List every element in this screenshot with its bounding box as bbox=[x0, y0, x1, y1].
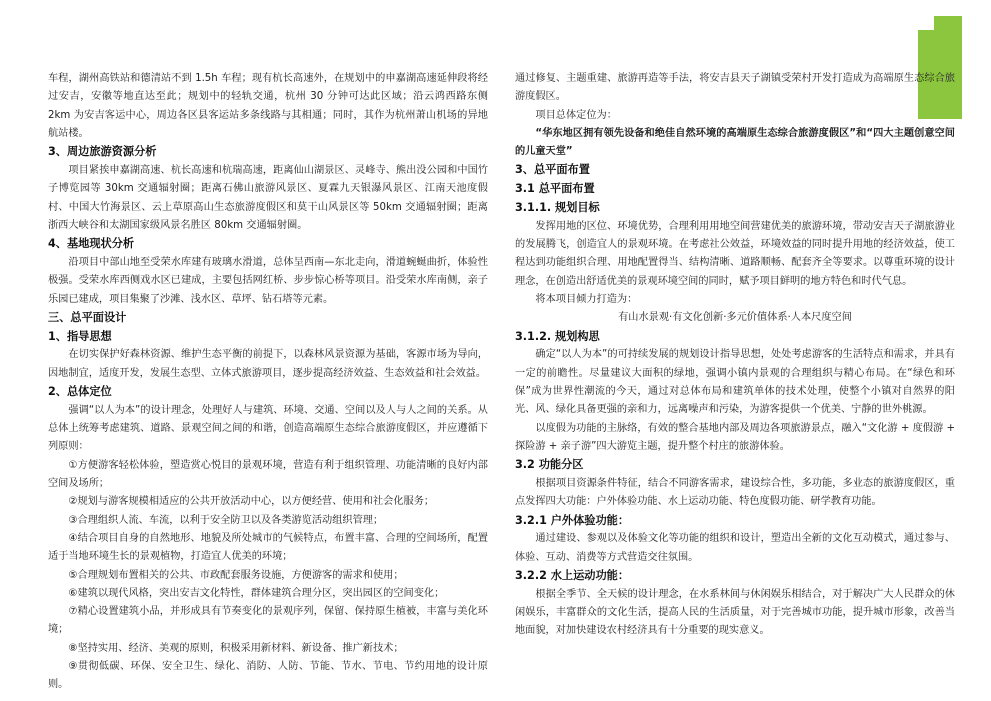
principle-item: ⑤合理规划布置相关的公共、市政配套服务设施，方便游客的需求和使用； bbox=[68, 569, 404, 581]
subsection-heading: 3.2.2 水上运动功能： bbox=[515, 569, 630, 583]
paragraph: 确定“以人为本”的可持续发展的规划设计指导思想，处处考虑游客的生活特点和需求，并具有一定的前瞻性。尽量建议大面积的绿地，强调小镇内景观的合理组织与精心布局。在“绿色和环保”成为世界性潮流的今天，通过对总体布局和建筑单体的技术处理，使整个小镇对自然界的阳光、风、绿化具备更强的亲和力，远离噪声和污染，为游客提供一个优美、宁静的世外桃源。 bbox=[515, 349, 955, 416]
chapter-heading: 三、总平面设计 bbox=[48, 310, 127, 324]
paragraph: 以度假为功能的主脉络，有效的整合基地内部及周边各项旅游景点，融入“文化游 + 度假游 + 探险游 + 亲子游”四大游览主题，提升整个村庄的旅游体验。 bbox=[515, 422, 955, 452]
section-heading: 3、总平面布置 bbox=[515, 163, 590, 177]
paragraph: 强调“以人为本”的设计理念，处理好人与建筑、环境、交通、空间以及人与人之间的关系。从总体上统筹考虑建筑、道路、景观空间之间的和谐，创造高端原生态综合旅游度假区，并应遵循下列原则： bbox=[48, 404, 488, 453]
section-heading: 4、基地现状分析 bbox=[48, 237, 135, 251]
section-heading: 3、周边旅游资源分析 bbox=[48, 145, 157, 159]
section-heading: 2、总体定位 bbox=[48, 385, 112, 399]
section-heading: 3.2 功能分区 bbox=[515, 458, 584, 472]
paragraph: 根据项目资源条件特征，结合不同游客需求，建设综合性，多功能，多业态的旅游度假区，重点发挥四大功能：户外体验功能、水上运动功能、特色度假功能、研学教育功能。 bbox=[515, 478, 955, 508]
principle-item: ②规划与游客规模相适应的公共开放活动中心，以方便经营、使用和社会化服务； bbox=[68, 496, 435, 508]
principle-item: ⑥建筑以现代风格，突出安吉文化特性，群体建筑合理分区，突出园区的空间变化； bbox=[68, 587, 445, 599]
principle-item: ⑦精心设置建筑小品，并形成具有节奏变化的景观序列，保留、保持原生植被，丰富与美化环境； bbox=[48, 606, 488, 636]
paragraph: 将本项目倾力打造为： bbox=[535, 294, 638, 306]
corner-accent-notch bbox=[918, 16, 934, 30]
section-heading: 3.1 总平面布置 bbox=[515, 182, 595, 196]
subsection-heading: 3.1.1. 规划目标 bbox=[515, 201, 600, 215]
subsection-heading: 3.1.2. 规划构思 bbox=[515, 329, 600, 343]
paragraph: 通过建设、参观以及体验文化等功能的组织和设计，塑造出全新的文化互动模式，通过参与、体验、互动、消费等方式营造交往氛围。 bbox=[515, 533, 955, 563]
subsection-heading: 3.2.1 户外体验功能： bbox=[515, 513, 630, 527]
paragraph: 根据全季节、全天候的设计理念，在水系林间与休闲娱乐相结合，对于解决广大人民群众的休闲娱乐，丰富群众的文化生活，提高人民的生活质量，对于完善城市功能，提升城市形象，改善当地面貌，对加快建设农村经济具有十分重要的现实意义。 bbox=[515, 588, 955, 637]
paragraph: 车程，湖州高铁站和德清站不到 1.5h 车程；现有杭长高速外，在规划中的申嘉湖高速延伸段将经过安吉，安徽等地直达至此；规划中的轻轨交通，杭州 30 分钟可达此区域；沿云鸿西路东侧 2km 为安吉客运中心，周边各区县客运站多条线路与其相通；同时，其作为杭州萧山机场的异地航站楼。 bbox=[48, 73, 488, 139]
paragraph: 沿项目中部山地至受荣水库建有玻璃水滑道，总体呈西南—东北走向，滑道蜿蜒曲折，体验性极强。受荣水库西侧戏水区已建成，主要包括网红桥、步步惊心桥等项目。沿受荣水库南侧，亲子乐园已建成，项目集聚了沙滩、浅水区、草坪、钻石塔等元素。 bbox=[48, 256, 488, 305]
paragraph: 项目总体定位为： bbox=[535, 109, 617, 121]
right-column bbox=[515, 70, 955, 641]
paragraph: 发挥用地的区位、环境优势，合理利用用地空间营建优美的旅游环境，带动安吉天子湖旅游业的发展腾飞，创造宜人的景观环境。在考虑社公效益，环境效益的同时提升用地的经济效益，使工程达到功能组织合理、用地配置得当、结构清晰、道路顺畅、配套齐全等要求。以尊重环境的设计理念，在创造出舒适优美的景观环境空间的同时，赋予项目鲜明的地方特色和时代气息。 bbox=[515, 220, 955, 287]
principle-item: ③合理组织人流、车流，以利于安全防卫以及各类游览活动组织管理； bbox=[68, 514, 384, 526]
principle-item: ⑨贯彻低碳、环保、安全卫生、绿化、消防、人防、节能、节水、节电、节约用地的设计原则。 bbox=[48, 661, 488, 691]
slogan: 有山水景观·有文化创新·多元价值体系·人本尺度空间 bbox=[618, 312, 852, 324]
principle-item: ⑧坚持实用、经济、美观的原则，积极采用新材料、新设备、推广新技术； bbox=[68, 642, 404, 654]
section-heading: 1、指导思想 bbox=[48, 329, 112, 343]
left-column bbox=[48, 70, 488, 695]
paragraph: 项目紧挨申嘉湖高速、杭长高速和杭瑞高速，距离仙山湖景区、灵峰寺、熊出没公园和中国竹子博览园等 30km 交通辐射圈；距离石佛山旅游风景区、夏霖九天银瀑风景区、江南天池度假村、中国大竹海景区、云上草原高山生态旅游度假区和莫干山风景区等 50km 交通辐射圈；距离浙西大峡谷和太湖国家级风景名胜区 80km 交通辐射圈。 bbox=[48, 164, 488, 231]
positioning-quote: “华东地区拥有领先设备和绝佳自然环境的高端原生态综合旅游度假区”和“四大主题创意空间的儿童天堂” bbox=[515, 127, 955, 158]
paragraph: 在切实保护好森林资源、维护生态平衡的前提下，以森林风景资源为基础，客源市场为导向，因地制宜，适度开发，发展生态型、立体式旅游项目，逐步提高经济效益、生态效益和社会效益。 bbox=[48, 349, 488, 379]
principle-item: ④结合项目自身的自然地形、地貌及所处城市的气候特点，布置丰富、合理的空间场所，配置适于当地环境生长的景观植物，打造宜人优美的环境； bbox=[48, 532, 488, 563]
paragraph: 通过修复、主题重建、旅游再造等手法，将安吉县天子湖镇受荣村开发打造成为高端原生态综合旅游度假区。 bbox=[515, 73, 955, 103]
principle-item: ①方便游客轻松体验，塑造赏心悦目的景观环境，营造有利于组织管理、功能清晰的良好内部空间及场所； bbox=[48, 459, 488, 490]
